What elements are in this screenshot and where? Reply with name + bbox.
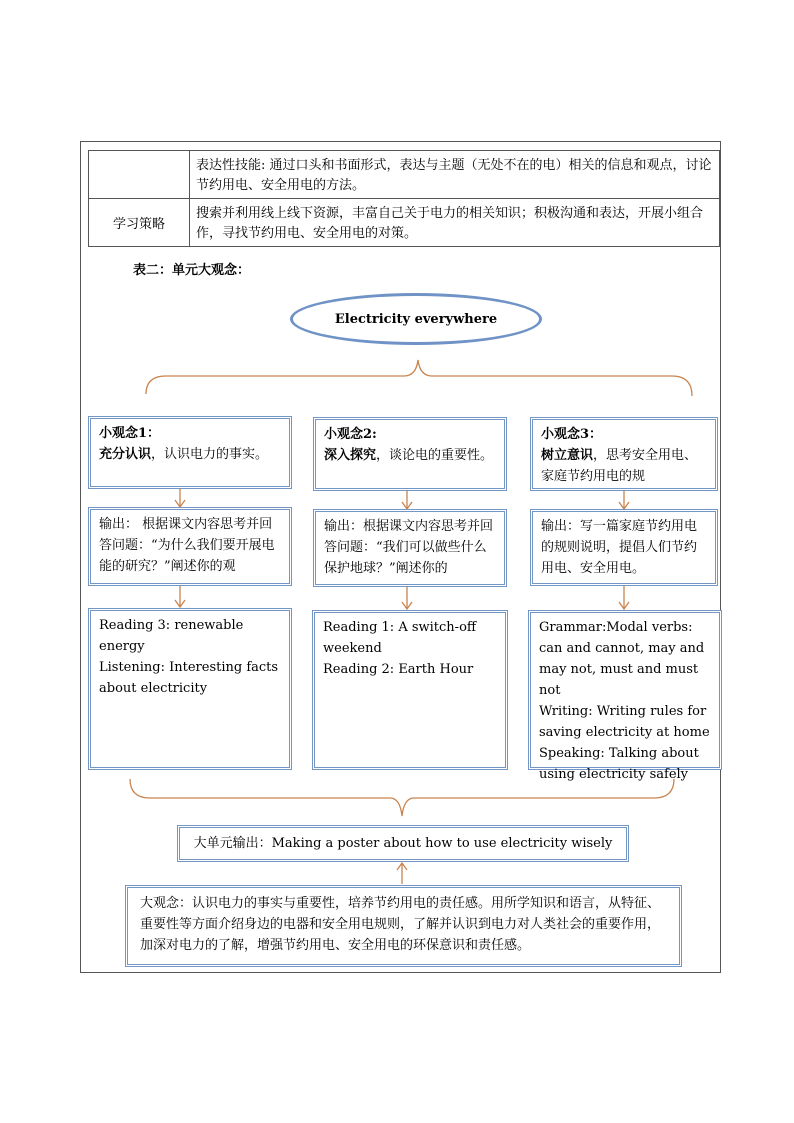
- arrow-idea2-output: [402, 491, 412, 509]
- big-idea-text: 大观念：认识电力的事实与重要性，培养节约用电的责任感。用所学知识和语言，从特征、重要性等方面介绍身边的电器和安全用电规则，了解并认识到电力对人类社会的重要作用，加深对电力的了解，增强节约用电、安全用电的环保意识和责任感。: [140, 896, 661, 953]
- idea-box-1: [88, 416, 292, 489]
- idea-box-3: [530, 417, 718, 491]
- lesson-item: Grammar:Modal verbs: can and cannot, may and may not, must and must not: [539, 620, 705, 698]
- arrow-output2-lesson: [402, 587, 412, 609]
- arrow-idea1-output: [175, 489, 185, 507]
- idea-title: 小观念3：: [541, 427, 603, 442]
- idea-lead: 充分认识: [99, 447, 152, 462]
- table-cell-label: 学习策略: [89, 199, 190, 246]
- arrow-bigidea-output: [397, 863, 407, 884]
- table-caption: 表二：单元大观念：: [133, 263, 251, 278]
- idea-lead: 深入探究: [324, 448, 377, 463]
- big-output-text: 大单元输出：Making a poster about how to use electricity wisely: [193, 836, 613, 851]
- center-concept-label: Electricity everywhere: [334, 311, 498, 327]
- lesson-item: Writing: Writing rules for saving electricity at home: [539, 704, 710, 740]
- lesson-box-2: [312, 610, 508, 770]
- arrow-idea3-output: [619, 491, 629, 509]
- lesson-item: Speaking: Talking about using electricity safely: [539, 746, 699, 782]
- lesson-box-3: [528, 610, 722, 782]
- idea-title: 小观念2:: [324, 427, 377, 442]
- table-cell-content: 表达性技能: 通过口头和书面形式，表达与主题（无处不在的电）相关的信息和观点，讨论节约用电、安全用电的方法。: [196, 158, 712, 193]
- output-box-1: [88, 507, 292, 586]
- output-text: 输出：根据课文内容思考并回答问题：“我们可以做些什么保护地球？”阐述你的: [324, 519, 494, 576]
- lesson-item: Reading 3: renewable energy: [99, 618, 244, 654]
- idea-text: ，认识电力的事实。: [151, 447, 269, 462]
- lesson-item: Listening: Interesting facts about electricity: [99, 660, 279, 696]
- output-text: 输出：写一篇家庭节约用电的规则说明，提倡人们节约用电、安全用电。: [541, 519, 698, 576]
- big-output-box: [177, 825, 629, 862]
- arrow-output3-lesson: [619, 586, 629, 609]
- table-cell-content: 搜索并利用线上线下资源，丰富自己关于电力的相关知识；积极沟通和表达，开展小组合作，寻找节约用电、安全用电的对策。: [196, 206, 704, 241]
- output-box-3: [530, 509, 718, 586]
- output-text: 输出： 根据课文内容思考并回答问题：“为什么我们要开展电能的研究？”阐述你的观: [99, 517, 275, 574]
- arrow-output1-lesson: [175, 586, 185, 607]
- idea-box-2: [313, 417, 507, 491]
- lesson-item: Reading 2: Earth Hour: [323, 662, 474, 677]
- top-brace: [146, 360, 692, 396]
- big-idea-box: [125, 885, 682, 967]
- lesson-item: Reading 1: A switch-off weekend: [323, 620, 477, 656]
- lesson-box-1: [88, 608, 292, 770]
- output-box-2: [313, 509, 507, 587]
- idea-text: ，谈论电的重要性。: [376, 448, 494, 463]
- idea-text: ，思考安全用电、家庭节约用电的规: [541, 448, 698, 484]
- idea-title: 小观念1：: [99, 426, 161, 441]
- idea-lead: 树立意识: [541, 448, 594, 463]
